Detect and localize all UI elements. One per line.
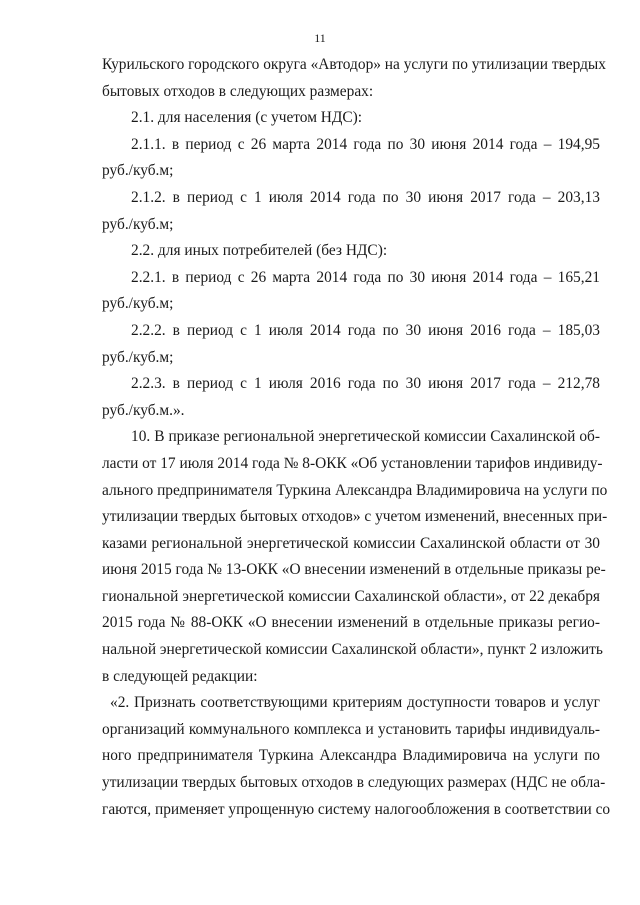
text-line: июня 2015 года № 13-ОКК «О внесении изменений в отдельные приказы ре- bbox=[102, 561, 606, 579]
text-line: «2. Признать соответствующими критериям доступности товаров и услуг bbox=[110, 694, 600, 712]
text-line: Курильского городского округа «Автодор» на услуги по утилизации твердых bbox=[102, 56, 606, 73]
text-line: 2.2.1. в период с 26 марта 2014 года по 30 июня 2014 года – 165,21 bbox=[131, 268, 600, 286]
text-line: утилизации твердых бытовых отходов в следующих размерах (НДС не обла- bbox=[102, 774, 606, 792]
text-line: утилизации твердых бытовых отходов» с учетом изменений, внесенных при- bbox=[102, 508, 608, 526]
text-line: в следующей редакции: bbox=[102, 667, 258, 685]
text-line: 2.2. для иных потребителей (без НДС): bbox=[131, 242, 388, 260]
text-line: ласти от 17 июля 2014 года № 8-ОКК «Об установлении тарифов индивиду- bbox=[102, 454, 603, 472]
text-line: 10. В приказе региональной энергетической комиссии Сахалинской об- bbox=[131, 428, 600, 446]
text-line: казами региональной энергетической комиссии Сахалинской области от 30 bbox=[102, 534, 600, 552]
text-line: руб./куб.м; bbox=[102, 348, 174, 366]
text-line: нальной энергетической комиссии Сахалинской области», пункт 2 изложить bbox=[102, 641, 603, 659]
text-line: организаций коммунального комплекса и установить тарифы индивидуаль- bbox=[102, 720, 600, 738]
text-line: ного предпринимателя Туркина Александра Владимировича на услуги по bbox=[102, 747, 600, 765]
text-line: 2.1. для населения (с учетом НДС): bbox=[131, 109, 363, 127]
text-line: ального предпринимателя Туркина Александра Владимировича на услуги по bbox=[102, 481, 608, 499]
text-line: 2.2.2. в период с 1 июля 2014 года по 30 июня 2016 года – 185,03 bbox=[131, 321, 600, 339]
text-line: гиональной энергетической комиссии Сахалинской области», от 22 декабря bbox=[102, 587, 600, 605]
text-line: 2015 года № 88-ОКК «О внесении изменений в отдельные приказы регио- bbox=[102, 614, 600, 632]
text-line: гаются, применяет упрощенную систему налогообложения в соответствии со bbox=[102, 800, 611, 818]
text-line: руб./куб.м; bbox=[102, 295, 174, 313]
page-number: 11 bbox=[314, 31, 326, 45]
text-line: бытовых отходов в следующих размерах: bbox=[102, 82, 374, 100]
text-line: 2.1.2. в период с 1 июля 2014 года по 30 июня 2017 года – 203,13 bbox=[131, 188, 600, 206]
text-line: 2.2.3. в период с 1 июля 2016 года по 30 июня 2017 года – 212,78 bbox=[131, 375, 600, 393]
text-line: руб./куб.м; bbox=[102, 162, 174, 180]
document-body bbox=[102, 52, 611, 823]
text-line: руб./куб.м.». bbox=[102, 401, 185, 419]
text-line: руб./куб.м; bbox=[102, 215, 174, 233]
text-line: 2.1.1. в период с 26 марта 2014 года по 30 июня 2014 года – 194,95 bbox=[131, 135, 600, 153]
